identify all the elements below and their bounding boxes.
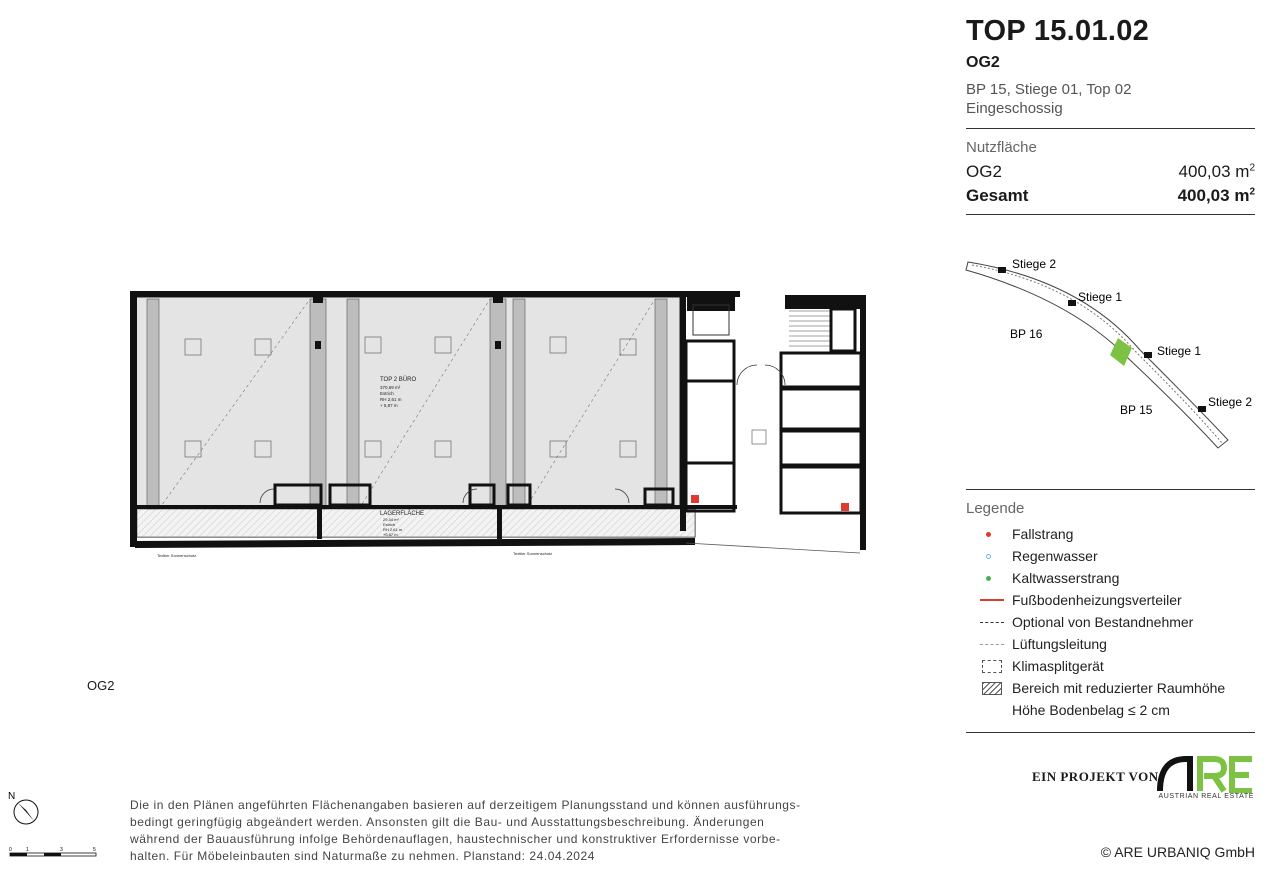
legend-item [966, 589, 1255, 611]
key-map-label: Stiege 2 [1012, 257, 1057, 271]
legend-item [966, 677, 1255, 699]
scale-tick: 3 [60, 847, 63, 853]
divider [966, 732, 1255, 733]
scale-tick: 5 [93, 847, 96, 853]
storage-floor-label: Estrich [383, 522, 396, 527]
key-map-label: Stiege 1 [1078, 290, 1123, 304]
legend-label: Fußbodenheizungsverteiler [1012, 592, 1182, 608]
office-area-label: 370,69 m² [380, 385, 401, 390]
ceiling-marker [752, 430, 766, 444]
terrace-edge [686, 543, 860, 553]
key-map-stair-marker [1198, 406, 1206, 412]
legend-item [966, 611, 1255, 633]
disclaimer-line: Die in den Plänen angeführten Flächenangaben basieren auf derzeitigem Planungsstand und können ausführungs- [130, 798, 801, 812]
scale-tick: 1 [26, 847, 29, 853]
area-row-og2 [966, 162, 1255, 182]
are-wordmark-icon [1156, 755, 1256, 793]
unit-description [966, 80, 1255, 118]
sun-protection-label: Textiler Sonnenschutz [157, 553, 197, 558]
key-map-label: Stiege 2 [1208, 395, 1253, 409]
legend-label: Fallstrang [1012, 526, 1074, 542]
key-map-stair-marker [1144, 352, 1152, 358]
hatch-box-icon [982, 682, 1002, 695]
logo-prefix: EIN PROJEKT VON [1032, 769, 1159, 784]
area-total-label: Gesamt [966, 186, 1029, 205]
office-name: TOP 2 BÜRO [380, 377, 417, 383]
staircase [789, 309, 855, 351]
svg-text:N: N [8, 791, 16, 802]
fallstrang-marker [841, 503, 849, 511]
office-floor-label: Estrich [380, 391, 394, 396]
legend [966, 500, 1255, 721]
legend-item [966, 567, 1255, 589]
unit-description-line1: BP 15, Stiege 01, Top 02 [966, 81, 1132, 98]
legend-item [966, 655, 1255, 677]
logo-tagline: AUSTRIAN REAL ESTATE [1158, 793, 1254, 800]
key-map-stair-marker [998, 267, 1006, 273]
storage-name: LAGERFLÄCHE [380, 511, 425, 517]
key-map-stair-marker [1068, 300, 1076, 306]
legend-label: Regenwasser [1012, 548, 1098, 564]
key-map-label: Stiege 1 [1157, 344, 1202, 358]
scale-bar [6, 845, 98, 863]
svg-text:ARE: ARE [1156, 755, 1159, 756]
key-map-label: BP 16 [1010, 327, 1043, 341]
key-map-label: BP 15 [1120, 403, 1153, 417]
legend-label: Klimasplitgerät [1012, 658, 1104, 674]
area-row-label: OG2 [966, 162, 1002, 181]
fallstrang-marker [691, 495, 699, 503]
unit-floor: OG2 [966, 54, 1000, 71]
are-logo [1032, 755, 1256, 803]
blue-dot-icon [986, 554, 991, 559]
floor-label: OG2 [87, 678, 115, 693]
area-section-label: Nutzfläche [966, 139, 1037, 156]
area-row-value: 400,03 $m^2$ [1178, 162, 1255, 181]
north-arrow-icon [8, 790, 44, 826]
legend-item [966, 699, 1255, 721]
disclaimer-line: halten. Für Möbeleinbauten sind Naturmaße zu nehmen. Planstand: 24.04.2024 [130, 849, 595, 863]
disclaimer-line: während der Bauausführung infolge Behördenauflagen, haustechnischer und konstruktiver Erfordernisse vorbe- [130, 832, 781, 846]
unit-info-panel [966, 14, 1255, 225]
copyright: © ARE URBANIQ GmbH [1100, 844, 1255, 860]
dashed-box-icon [982, 660, 1002, 673]
office-area [135, 297, 695, 537]
green-dot-icon [986, 576, 991, 581]
legend-label: Lüftungsleitung [1012, 636, 1107, 652]
legend-title: Legende [966, 500, 1025, 517]
scale-tick: 0 [9, 847, 12, 853]
divider [966, 214, 1255, 215]
site-key-map [960, 240, 1260, 460]
floor-plan [125, 285, 875, 570]
storage-area-label: 29,34 m² [383, 517, 399, 522]
red-line-icon [980, 599, 1004, 601]
sun-protection-label: Textiler Sonnenschutz [513, 551, 553, 556]
area-row-total [966, 186, 1255, 206]
office-level-label: + 5,87 m [380, 403, 398, 408]
legend-item [966, 523, 1255, 545]
storage-level-label: +5,87 m [383, 532, 398, 537]
legend-label: Kaltwasserstrang [1012, 570, 1120, 586]
red-dot-icon [986, 532, 991, 537]
dashed-line-icon [980, 622, 1004, 623]
divider [966, 128, 1255, 129]
legend-item [966, 545, 1255, 567]
legend-label: Bereich mit reduzierter Raumhöhe [1012, 680, 1226, 696]
divider [966, 489, 1255, 490]
disclaimer-line: bedingt geringfügig abgeändert werden. Ansonsten gilt die Bau- und Ausstattungsbeschreibung. Änderungen [130, 815, 765, 829]
area-total-value: 400,03 $m^2$ [1177, 186, 1255, 205]
unit-title: TOP 15.01.02 [966, 15, 1150, 47]
office-height-label: RH 2,61 m [380, 397, 402, 402]
legend-label: Höhe Bodenbelag ≤ 2 cm [1012, 702, 1170, 718]
storage-height-label: RH 2,61 m [383, 527, 403, 532]
unit-description-line2: Eingeschossig [966, 100, 1063, 117]
fine-dashed-line-icon [980, 644, 1004, 645]
legend-item [966, 633, 1255, 655]
disclaimer [130, 797, 905, 865]
legend-label: Optional von Bestandnehmer [1012, 614, 1194, 630]
